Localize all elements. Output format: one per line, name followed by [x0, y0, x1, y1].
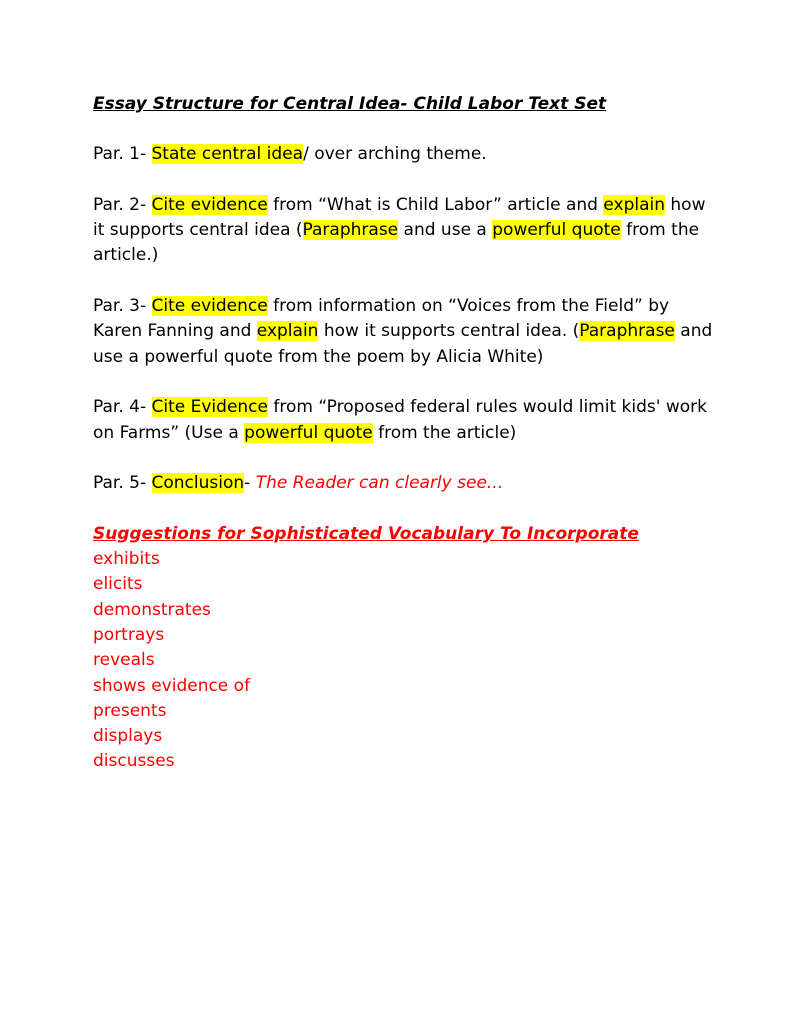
- spacer: [93, 496, 713, 521]
- paragraph-text: / over arching theme.: [303, 144, 487, 165]
- vocabulary-item: exhibits: [93, 549, 160, 570]
- highlight-paraphrase: Paraphrase: [579, 321, 675, 342]
- highlight-cite-evidence: Cite evidence: [151, 194, 268, 215]
- highlight-explain: explain: [603, 194, 665, 215]
- paragraph-2: [93, 193, 713, 269]
- paragraph-text: how it supports central idea (: [93, 194, 706, 241]
- highlight-powerful-quote: powerful quote: [244, 422, 373, 443]
- highlight-cite-evidence: Cite evidence: [151, 296, 268, 317]
- paragraph-4: [93, 395, 713, 446]
- paragraph-text: and use a powerful quote from the poem by Alicia White): [93, 321, 713, 367]
- paragraph-label: Par. 5-: [93, 473, 152, 494]
- paragraph-label: Par. 1-: [93, 144, 152, 165]
- vocabulary-item: shows evidence of: [93, 675, 251, 696]
- paragraph-text: and use a: [398, 220, 493, 241]
- vocabulary-item: elicits: [93, 574, 143, 595]
- vocabulary-heading: Suggestions for Sophisticated Vocabulary To Incorporate: [93, 523, 639, 544]
- vocabulary-item: displays: [93, 726, 163, 747]
- spacer: [93, 370, 713, 395]
- paragraph-3: [93, 294, 713, 370]
- paragraph-text: from information on “Voices from the Field” by Karen Fanning and: [93, 296, 670, 342]
- vocabulary-item: portrays: [93, 624, 165, 645]
- spacer: [93, 168, 713, 193]
- paragraph-text: from the article): [372, 422, 517, 443]
- vocabulary-item: discusses: [93, 751, 175, 772]
- vocabulary-item: presents: [93, 700, 167, 721]
- paragraph-1: [93, 142, 713, 167]
- highlight-powerful-quote: powerful quote: [492, 220, 621, 241]
- highlight-paraphrase: Paraphrase: [302, 220, 399, 241]
- paragraph-text: from “Proposed federal rules would limit kids' work on Farms” (Use a: [93, 397, 707, 443]
- paragraph-text: from “What is Child Labor” article and: [267, 194, 604, 215]
- paragraph-5: [93, 471, 713, 496]
- spacer: [93, 117, 713, 142]
- vocabulary-list: [93, 547, 713, 775]
- document-title: Essay Structure for Central Idea- Child Labor Text Set: [93, 94, 607, 114]
- paragraph-text: how it supports central idea. (: [318, 321, 580, 342]
- paragraph-label: Par. 3-: [93, 296, 152, 317]
- highlight-explain: explain: [256, 321, 319, 342]
- highlight-conclusion: Conclusion: [151, 473, 245, 494]
- spacer: [93, 269, 713, 294]
- highlight-cite-evidence: Cite Evidence: [151, 397, 268, 418]
- vocabulary-item: reveals: [93, 650, 155, 671]
- document-body: [93, 92, 713, 775]
- paragraph-label: Par. 2-: [93, 194, 152, 215]
- highlight-state-central-idea: State central idea: [151, 144, 304, 165]
- paragraph-label: Par. 4-: [93, 397, 152, 418]
- conclusion-starter: The Reader can clearly see...: [255, 473, 504, 494]
- paragraph-text: from the article.): [93, 220, 700, 266]
- paragraph-text: -: [244, 473, 256, 494]
- vocabulary-item: demonstrates: [93, 599, 211, 620]
- spacer: [93, 446, 713, 471]
